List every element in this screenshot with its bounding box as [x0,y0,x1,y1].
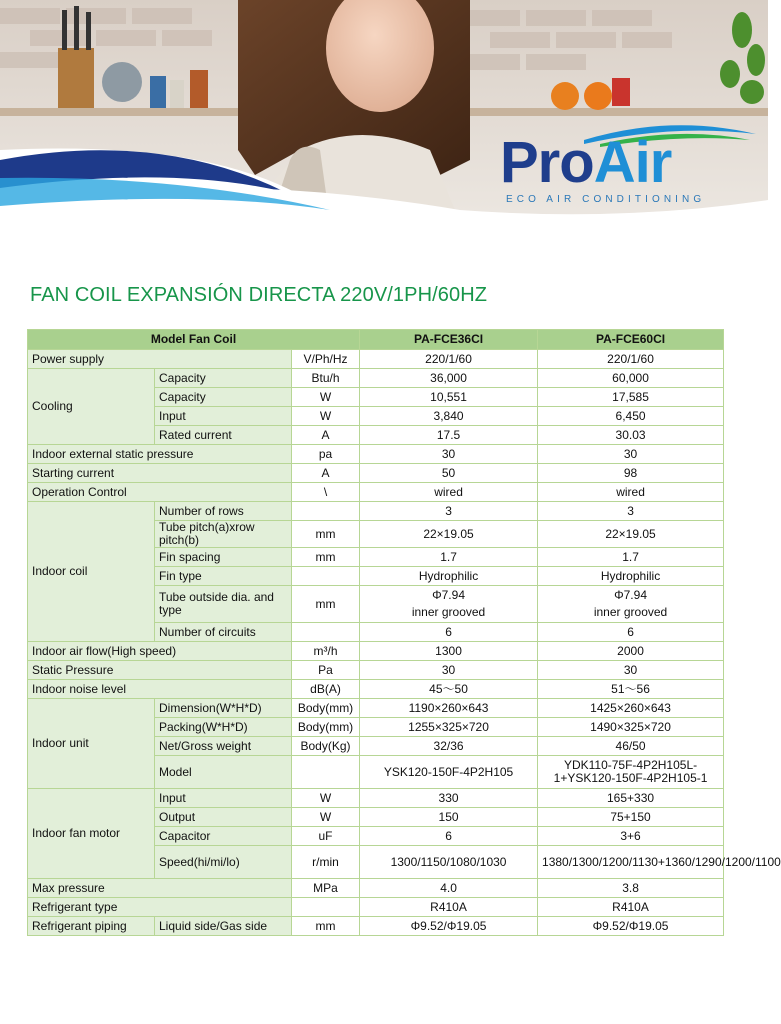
value-model-1: 45～50 [360,680,538,699]
value-model-2: Hydrophilic [538,567,724,586]
row-unit [292,898,360,917]
value-model-1: 6 [360,623,538,642]
value-model-2: R410A [538,898,724,917]
value-model-2: 165+330 [538,789,724,808]
row-unit [292,502,360,521]
logo-tagline: ECO AIR CONDITIONING [506,194,706,205]
value-model-1: wired [360,483,538,502]
value-model-2: 22×19.05 [538,521,724,548]
row-unit: mm [292,586,360,623]
row-unit: mm [292,548,360,567]
row-sublabel: Number of rows [155,502,292,521]
value-model-1: 1190×260×643 [360,699,538,718]
table-row [28,445,724,464]
row-unit: Body(mm) [292,699,360,718]
value-line: Φ7.94 [432,588,465,602]
row-unit: V/Ph/Hz [292,350,360,369]
value-model-1: Hydrophilic [360,567,538,586]
row-unit [292,567,360,586]
spec-table [27,329,781,936]
value-model-1: 30 [360,445,538,464]
value-model-2: Φ9.52/Φ19.05 [538,917,724,936]
row-sublabel: Speed(hi/mi/lo) [155,846,292,879]
table-row [28,917,724,936]
row-sublabel: Number of circuits [155,623,292,642]
table-row [28,350,724,369]
value-model-1: R410A [360,898,538,917]
row-unit: dB(A) [292,680,360,699]
group-label-indoor-coil: Indoor coil [28,502,155,642]
value-model-2: 98 [538,464,724,483]
table-row [28,661,724,680]
value-model-1: 4.0 [360,879,538,898]
value-line: Φ7.94 [614,588,647,602]
value-model-2: 30 [538,445,724,464]
proair-logo [500,118,760,213]
value-line: inner grooved [411,605,486,619]
value-model-2: 3.8 [538,879,724,898]
row-sublabel: Capacity [155,388,292,407]
value-model-1: 32/36 [360,737,538,756]
value-model-2: 6 [538,623,724,642]
hero-banner [0,0,768,222]
row-unit: pa [292,445,360,464]
row-unit [292,756,360,789]
row-sublabel: Net/Gross weight [155,737,292,756]
row-sublabel: Model [155,756,292,789]
value-model-2: 1425×260×643 [538,699,724,718]
row-label: Operation Control [28,483,292,502]
row-sublabel: Liquid side/Gas side [155,917,292,936]
group-label-fan-motor: Indoor fan motor [28,789,155,879]
row-label: Starting current [28,464,292,483]
page-title: FAN COIL EXPANSIÓN DIRECTA 220V/1PH/60HZ [30,284,488,306]
value-model-2: 220/1/60 [538,350,724,369]
group-label-cooling: Cooling [28,369,155,445]
value-model-2: 1380/1300/1200/1130+1360/1290/1200/1100 [538,846,724,879]
row-label: Indoor noise level [28,680,292,699]
row-sublabel: Output [155,808,292,827]
value-model-1: 330 [360,789,538,808]
row-sublabel: Rated current [155,426,292,445]
row-label: Indoor external static pressure [28,445,292,464]
row-unit: Btu/h [292,369,360,388]
value-model-2: 1490×325×720 [538,718,724,737]
row-unit: \ [292,483,360,502]
table-row [28,680,724,699]
row-sublabel: Tube outside dia. and type [155,586,292,623]
value-model-2: 75+150 [538,808,724,827]
row-unit: A [292,464,360,483]
row-sublabel: Input [155,407,292,426]
row-sublabel: Dimension(W*H*D) [155,699,292,718]
value-model-1: 36,000 [360,369,538,388]
row-unit: r/min [292,846,360,879]
value-model-2: 30.03 [538,426,724,445]
header-model-1: PA-FCE36CI [360,330,538,350]
value-model-2: 46/50 [538,737,724,756]
row-sublabel: Input [155,789,292,808]
value-model-1: 17.5 [360,426,538,445]
value-model-2: 1.7 [538,548,724,567]
value-model-2: 2000 [538,642,724,661]
row-label: Max pressure [28,879,292,898]
group-label-indoor-unit: Indoor unit [28,699,155,789]
row-unit: Body(Kg) [292,737,360,756]
table-row [28,879,724,898]
row-unit: uF [292,827,360,846]
row-unit: W [292,388,360,407]
table-row [28,699,724,718]
value-model-2: 30 [538,661,724,680]
table-row [28,369,724,388]
value-line: inner grooved [593,605,668,619]
row-unit [292,623,360,642]
value-model-2: 51～56 [538,680,724,699]
header-model-label: Model Fan Coil [28,330,360,350]
table-header-row [28,330,724,350]
table-row [28,642,724,661]
value-model-1: 1.7 [360,548,538,567]
value-model-1: 30 [360,661,538,680]
row-unit: m³/h [292,642,360,661]
row-unit: W [292,789,360,808]
value-model-1: 1300 [360,642,538,661]
header-model-2: PA-FCE60CI [538,330,724,350]
value-model-1: 50 [360,464,538,483]
row-sublabel: Fin spacing [155,548,292,567]
row-sublabel: Packing(W*H*D) [155,718,292,737]
row-sublabel: Capacity [155,369,292,388]
table-row [28,483,724,502]
value-model-1: 22×19.05 [360,521,538,548]
value-model-2: 3+6 [538,827,724,846]
value-model-1: 220/1/60 [360,350,538,369]
table-row [28,789,724,808]
table-row [28,464,724,483]
value-model-1: 3,840 [360,407,538,426]
row-label: Indoor air flow(High speed) [28,642,292,661]
value-model-1: 150 [360,808,538,827]
row-label: Refrigerant type [28,898,292,917]
row-unit: Pa [292,661,360,680]
value-model-1: Φ9.52/Φ19.05 [360,917,538,936]
value-model-1: 3 [360,502,538,521]
row-unit: W [292,808,360,827]
value-model-2: 3 [538,502,724,521]
value-model-2: wired [538,483,724,502]
row-unit: MPa [292,879,360,898]
row-label: Power supply [28,350,292,369]
row-sublabel: Capacitor [155,827,292,846]
table-row [28,898,724,917]
logo-wordmark: ProAir [500,130,672,195]
table-row [28,502,724,521]
value-model-1: 1300/1150/1080/1030 [360,846,538,879]
row-unit: W [292,407,360,426]
value-model-2 [538,586,724,623]
value-model-2: 60,000 [538,369,724,388]
value-model-1: YSK120-150F-4P2H105 [360,756,538,789]
value-model-1: 10,551 [360,388,538,407]
value-model-2: 17,585 [538,388,724,407]
row-unit: mm [292,521,360,548]
value-model-1: 6 [360,827,538,846]
row-label: Static Pressure [28,661,292,680]
value-model-2: 6,450 [538,407,724,426]
row-unit: A [292,426,360,445]
row-unit: Body(mm) [292,718,360,737]
row-unit: mm [292,917,360,936]
value-model-2: YDK110-75F-4P2H105L-1+YSK120-150F-4P2H105-1 [538,756,724,789]
row-sublabel: Fin type [155,567,292,586]
row-label: Refrigerant piping [28,917,155,936]
value-model-1: 1255×325×720 [360,718,538,737]
row-sublabel: Tube pitch(a)xrow pitch(b) [155,521,292,548]
value-model-1 [360,586,538,623]
